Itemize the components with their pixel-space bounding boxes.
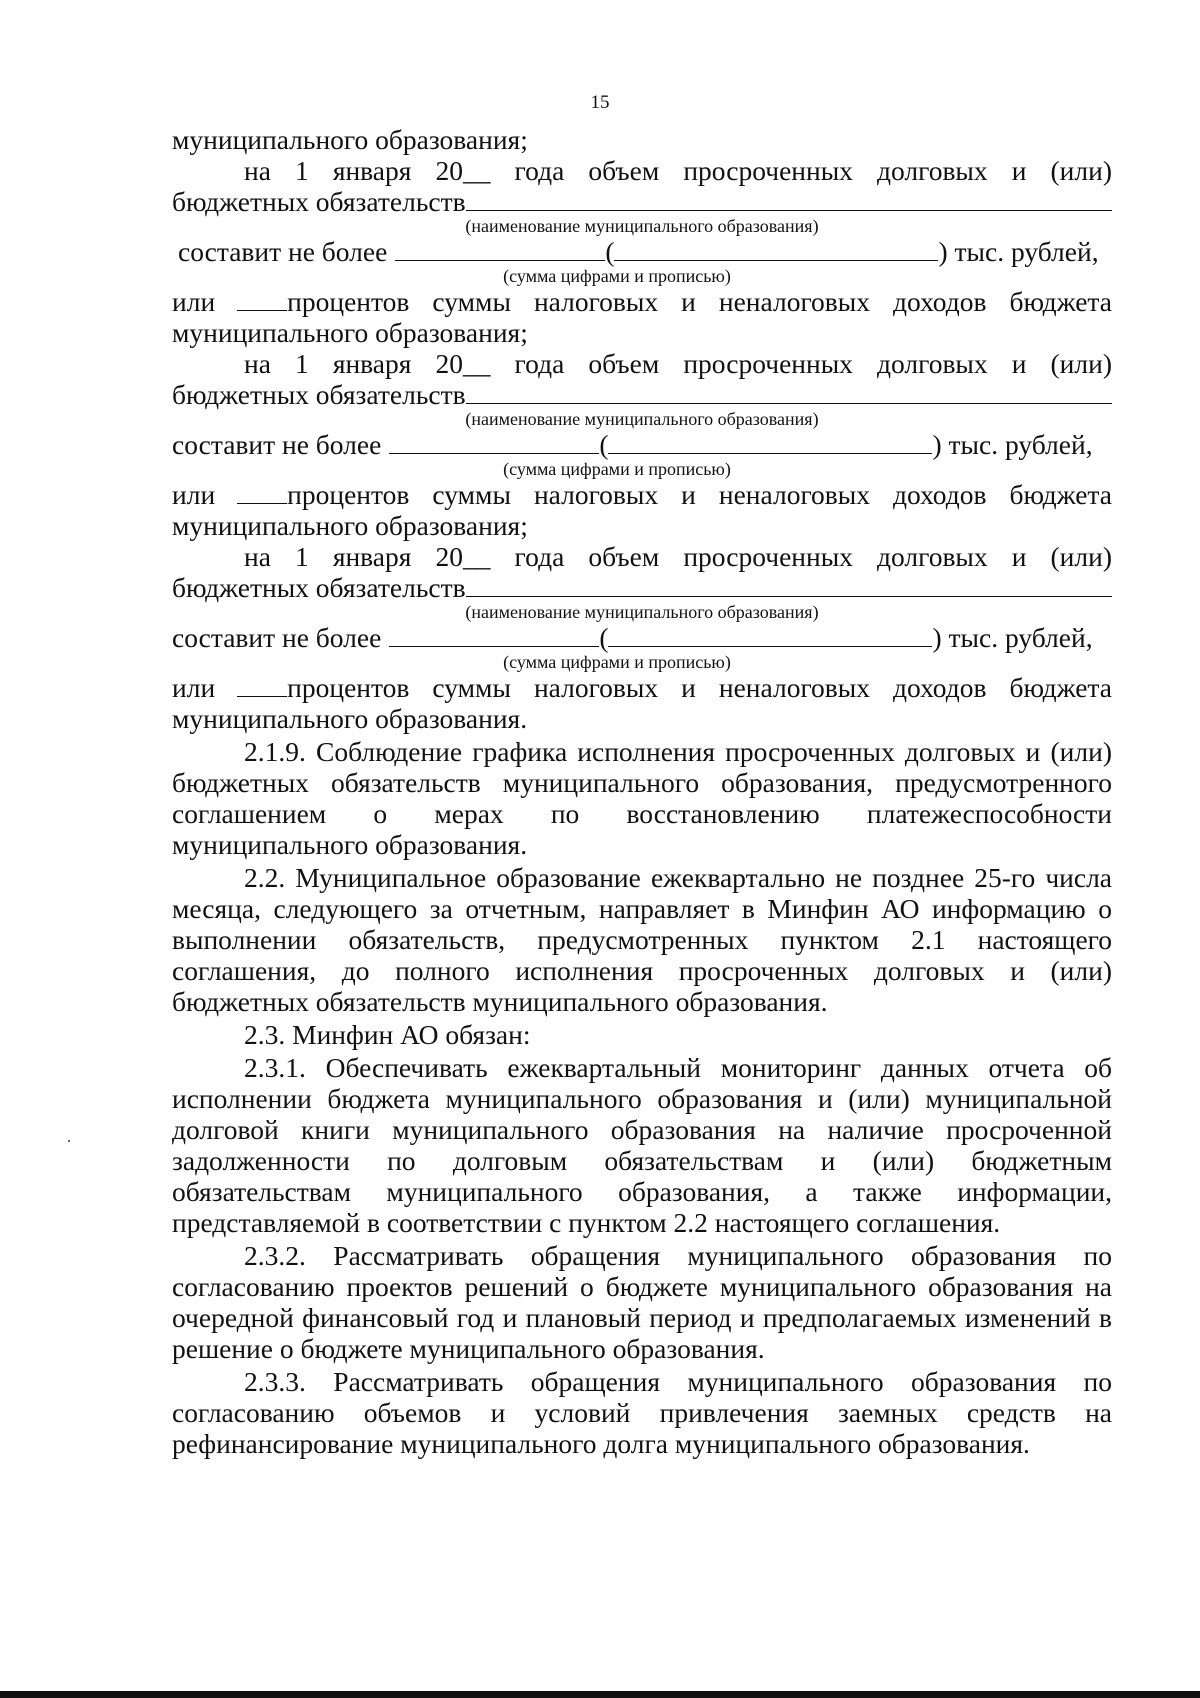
or-label: или — [172, 479, 216, 510]
amount-row — [172, 429, 1112, 460]
currency-label: ) тыс. рублей, — [932, 622, 1093, 653]
percent-blank[interactable] — [237, 479, 287, 504]
period-end-line: муниципального образования; — [172, 510, 528, 541]
period-year-line: на 1 января 20__ года объем просроченных долговых и (или) — [244, 155, 1112, 186]
currency-label: ) тыс. рублей, — [932, 429, 1093, 460]
municipality-name-blank[interactable] — [466, 572, 1112, 597]
period-year-line: на 1 января 20__ года объем просроченных долговых и (или) — [244, 541, 1112, 572]
amount-row — [172, 622, 1112, 653]
paragraph-2-3-3: 2.3.3. Рассматривать обращения муниципального образования по согласованию объемов и условий привлечения заемных средств на рефинансирование муниципального долга муниципального образования. — [172, 1366, 1112, 1459]
or-label: или — [172, 672, 216, 703]
scan-speck — [68, 1140, 70, 1142]
percent-label: процентов суммы налоговых и неналоговых доходов бюджета — [287, 479, 1112, 510]
obligations-row — [172, 379, 1112, 410]
period-block-2 — [172, 348, 1112, 541]
top-line: муниципального образования; — [172, 124, 528, 155]
amount-label: составит не более — [172, 622, 382, 653]
sum-caption: (сумма цифрами и прописью) — [503, 652, 731, 672]
amount-words-blank[interactable] — [608, 622, 932, 647]
municipality-name-blank[interactable] — [466, 186, 1112, 211]
paragraph-2-1-9: 2.1.9. Соблюдение графика исполнения просроченных долговых и (или) бюджетных обязательств муниципального образования, предусмотренного соглашением о мерах по восстановлению платежеспособности муниципального образования. — [172, 736, 1112, 860]
amount-label: составит не более — [172, 429, 382, 460]
obligations-row — [172, 572, 1112, 603]
obligations-row — [172, 186, 1112, 217]
amount-digits-blank[interactable] — [395, 236, 605, 261]
sum-caption: (сумма цифрами и прописью) — [503, 459, 731, 479]
percent-row — [172, 286, 1112, 317]
or-label: или — [172, 286, 216, 317]
amount-label: составит не более — [178, 236, 388, 267]
period-block-1 — [172, 155, 1112, 348]
percent-blank[interactable] — [237, 286, 287, 311]
paragraph-2-3-1: 2.3.1. Обеспечивать ежеквартальный мониторинг данных отчета об исполнении бюджета муниципального образования и (или) муниципальной долговой книги муниципального образования на наличие просроченной задолженности по долговым обязательствам и (или) бюджетным обязательствам муниципального образования, а также информации, представляемой в соответствии с пунктом 2.2 настоящего соглашения. — [172, 1052, 1112, 1238]
scan-bottom-edge — [0, 1691, 1200, 1698]
obligations-label: бюджетных обязательств — [172, 186, 466, 217]
obligations-label: бюджетных обязательств — [172, 572, 466, 603]
sum-caption: (сумма цифрами и прописью) — [503, 266, 731, 286]
amount-words-blank[interactable] — [614, 236, 938, 261]
percent-row — [172, 672, 1112, 703]
period-block-3 — [172, 541, 1112, 734]
paragraph-2-3: 2.3. Минфин АО обязан: — [244, 1019, 531, 1050]
page-number: 15 — [590, 92, 610, 113]
currency-label: ) тыс. рублей, — [938, 236, 1099, 267]
period-end-line: муниципального образования. — [172, 703, 528, 734]
period-year-line: на 1 января 20__ года объем просроченных долговых и (или) — [244, 348, 1112, 379]
paragraph-2-3-2: 2.3.2. Рассматривать обращения муниципального образования по согласованию проектов решений о бюджете муниципального образования на очередной финансовый год и плановый период и предполагаемых изменений в решение о бюджете муниципального образования. — [172, 1240, 1112, 1364]
amount-row — [172, 236, 1112, 267]
percent-blank[interactable] — [237, 672, 287, 697]
open-paren: ( — [599, 622, 609, 653]
percent-label: процентов суммы налоговых и неналоговых доходов бюджета — [287, 286, 1112, 317]
period-end-line: муниципального образования; — [172, 317, 528, 348]
name-caption: (наименование муниципального образования) — [465, 409, 819, 429]
name-caption: (наименование муниципального образования) — [465, 216, 819, 236]
name-caption: (наименование муниципального образования) — [465, 602, 819, 622]
percent-label: процентов суммы налоговых и неналоговых доходов бюджета — [287, 672, 1112, 703]
amount-digits-blank[interactable] — [389, 429, 599, 454]
paragraph-2-2: 2.2. Муниципальное образование ежеквартально не позднее 25-го числа месяца, следующего за отчетным, направляет в Минфин АО информацию о выполнении обязательств, предусмотренных пунктом 2.1 настоящего соглашения, до полного исполнения просроченных долговых и (или) бюджетных обязательств муниципального образования. — [172, 862, 1112, 1017]
obligations-label: бюджетных обязательств — [172, 379, 466, 410]
open-paren: ( — [599, 429, 609, 460]
amount-words-blank[interactable] — [608, 429, 932, 454]
municipality-name-blank[interactable] — [466, 379, 1112, 404]
amount-digits-blank[interactable] — [389, 622, 599, 647]
document-body — [172, 124, 1112, 1459]
percent-row — [172, 479, 1112, 510]
open-paren: ( — [605, 236, 615, 267]
